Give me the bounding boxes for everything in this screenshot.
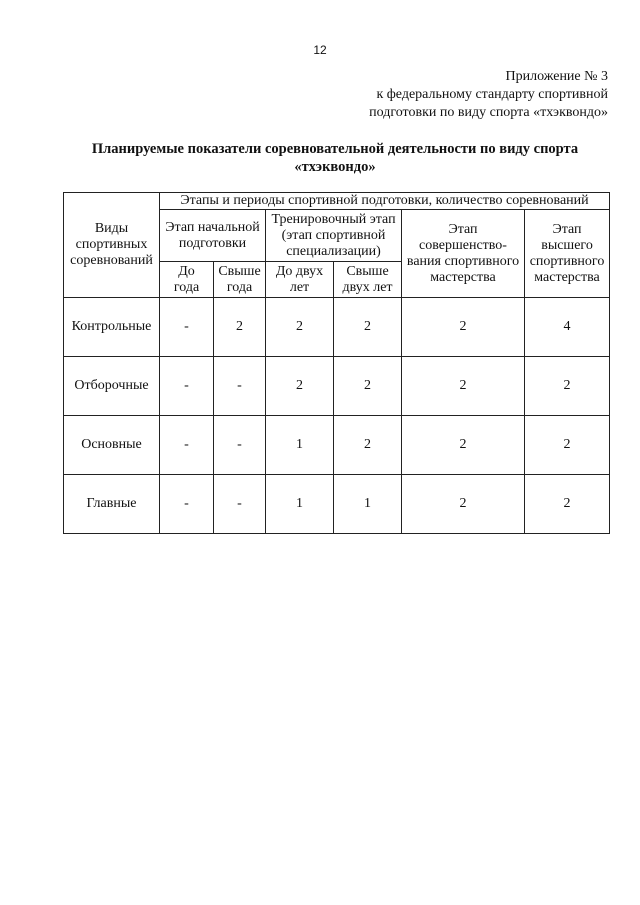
header-line: Свыше [346, 263, 389, 279]
header-line: Этап [448, 221, 478, 237]
row-label: Главные [64, 475, 160, 534]
document-title [60, 140, 610, 176]
stage-training-header [266, 210, 402, 262]
header-line: (этап спортивной [281, 227, 386, 243]
table-cell: 2 [402, 298, 525, 357]
table-row [64, 416, 610, 475]
header-line: лет [289, 279, 310, 295]
sub-training-over-two-years [334, 262, 402, 298]
header-line: высшего [541, 237, 593, 253]
row-label: Контрольные [64, 298, 160, 357]
corner-header-line: Виды [94, 221, 129, 236]
header-line: Этап начальной [165, 219, 260, 235]
table-row [64, 357, 610, 416]
header-line: года [173, 279, 200, 295]
corner-header-line: соревнований [70, 253, 153, 268]
header-line: года [226, 279, 253, 295]
table-cell: - [214, 357, 266, 416]
header-line: мастерства [534, 269, 600, 285]
corner-header-line: спортивных [75, 237, 148, 252]
table-cell: - [214, 416, 266, 475]
row-label: Отборочные [64, 357, 160, 416]
table-cell: 1 [266, 416, 334, 475]
table-cell: - [160, 298, 214, 357]
table-cell: 2 [214, 298, 266, 357]
sub-initial-up-to-year [160, 262, 214, 298]
table-cell: 4 [525, 298, 610, 357]
header-line: совершенство- [419, 237, 507, 253]
table-cell: 2 [402, 357, 525, 416]
sub-training-up-to-two-years [266, 262, 334, 298]
header-line: специализации) [286, 243, 381, 259]
stage-improvement-header [402, 210, 525, 298]
appendix-line-1: Приложение № 3 [505, 69, 608, 84]
header-line: Свыше [218, 263, 261, 279]
table-cell: 2 [266, 357, 334, 416]
table-cell: 2 [525, 475, 610, 534]
corner-header [64, 193, 160, 298]
header-line: подготовки [178, 235, 247, 251]
table-cell: 2 [525, 357, 610, 416]
table-cell: 2 [334, 357, 402, 416]
top-header: Этапы и периоды спортивной подготовки, количество соревнований [160, 193, 610, 210]
row-label: Основные [64, 416, 160, 475]
table-row [64, 475, 610, 534]
header-line: двух лет [342, 279, 393, 295]
header-line: Тренировочный этап [271, 211, 396, 227]
table-cell: 2 [266, 298, 334, 357]
table-cell: 2 [334, 298, 402, 357]
header-line: спортивного [529, 253, 605, 269]
table-cell: 1 [266, 475, 334, 534]
table-cell: 2 [402, 416, 525, 475]
title-line-1: Планируемые показатели соревновательной деятельности по виду спорта [91, 141, 579, 157]
header-line: До двух [275, 263, 324, 279]
page-number: 12 [313, 43, 327, 57]
header-line: Этап [552, 221, 582, 237]
stage-higher-header [525, 210, 610, 298]
table-cell: - [160, 357, 214, 416]
table-cell: - [214, 475, 266, 534]
table-cell: 2 [334, 416, 402, 475]
table-cell: - [160, 475, 214, 534]
appendix-line-3: подготовки по виду спорта «тхэквондо» [369, 105, 608, 120]
table-cell: 1 [334, 475, 402, 534]
title-line-2: «тхэквондо» [294, 159, 376, 175]
appendix-note [369, 68, 608, 122]
header-line: мастерства [430, 269, 496, 285]
sub-initial-over-year [214, 262, 266, 298]
table-row [64, 298, 610, 357]
table-cell: - [160, 416, 214, 475]
appendix-line-2: к федеральному стандарту спортивной [376, 87, 608, 102]
stage-initial-header [160, 210, 266, 262]
header-line: вания спортивного [406, 253, 520, 269]
table-cell: 2 [402, 475, 525, 534]
header-line: До [178, 263, 195, 279]
table-cell: 2 [525, 416, 610, 475]
competition-metrics-table [63, 192, 610, 534]
